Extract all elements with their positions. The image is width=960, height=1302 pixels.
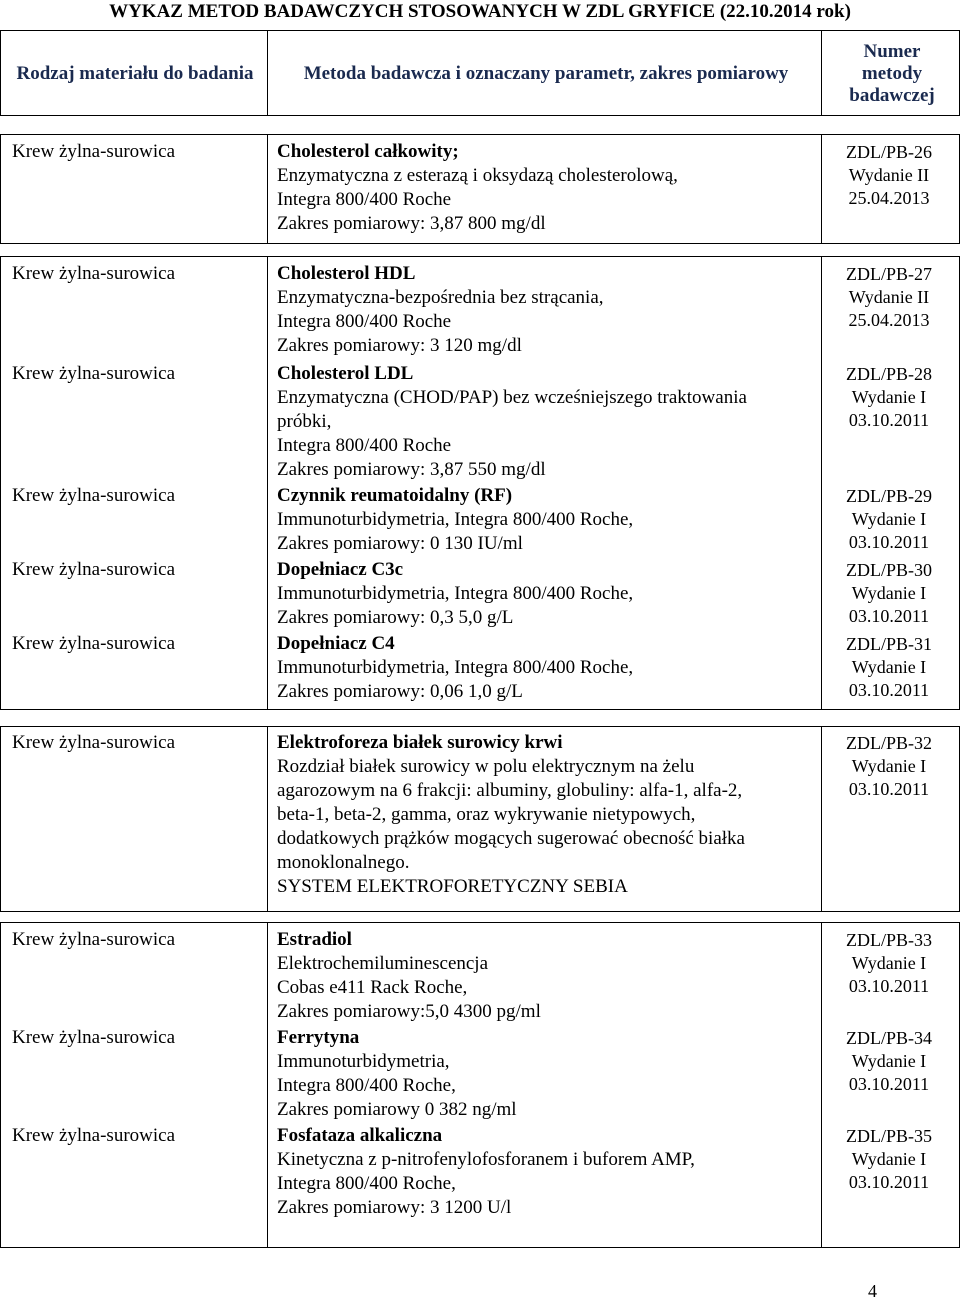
method-number: ZDL/PB-34 [845,1028,932,1048]
material-cell: Krew żylna-surowica [12,732,176,753]
header-number: Numer metody badawczej [849,41,935,106]
method-detail-line: Zakres pomiarowy: 0,3 5,0 g/L [277,607,514,628]
method-edition: Wydanie I [851,583,927,603]
method-name: Estradiol [277,929,352,950]
material-cell: Krew żylna-surowica [12,141,176,162]
method-date: 03.10.2011 [848,410,930,430]
method-number: ZDL/PB-26 [845,142,932,162]
method-number: ZDL/PB-30 [845,560,932,580]
method-name: Cholesterol HDL [277,263,416,284]
method-name: Czynnik reumatoidalny (RF) [277,485,513,506]
method-detail-line: Integra 800/400 Roche, [277,1173,456,1194]
method-edition: Wydanie I [851,1051,927,1071]
method-detail-line: Kinetyczna z p-nitrofenylofosforanem i buforem AMP, [277,1149,695,1170]
method-detail-line: SYSTEM ELEKTROFORETYCZNY SEBIA [277,876,628,897]
method-detail-line: monoklonalnego. [277,852,410,873]
header-method: Metoda badawcza i oznaczany parametr, zakres pomiarowy [303,63,789,84]
method-date: 25.04.2013 [848,188,930,208]
method-edition: Wydanie II [848,287,930,307]
method-number: ZDL/PB-33 [845,930,932,950]
method-detail-line: Zakres pomiarowy: 0,06 1,0 g/L [277,681,523,702]
method-detail-line: Immunoturbidymetria, Integra 800/400 Roche, [277,583,634,604]
method-detail-line: Enzymatyczna (CHOD/PAP) bez wcześniejszego traktowania [277,387,747,408]
method-detail-line: Zakres pomiarowy: 0 130 IU/ml [277,533,523,554]
method-name: Cholesterol całkowity; [277,141,459,162]
method-detail-line: Zakres pomiarowy:5,0 4300 pg/ml [277,1001,541,1022]
table-header [0,30,960,116]
method-detail-line: Integra 800/400 Roche, [277,1075,456,1096]
method-detail-line: Integra 800/400 Roche [277,311,452,332]
method-edition: Wydanie I [851,1149,927,1169]
method-edition: Wydanie I [851,387,927,407]
method-name: Ferrytyna [277,1027,360,1048]
method-detail-line: Integra 800/400 Roche [277,189,452,210]
method-number: ZDL/PB-27 [845,264,932,284]
method-detail-line: Zakres pomiarowy 0 382 ng/ml [277,1099,517,1120]
method-number: ZDL/PB-35 [845,1126,932,1146]
method-detail-line: Immunoturbidymetria, [277,1051,450,1072]
method-name: Elektroforeza białek surowicy krwi [277,732,563,753]
header-material: Rodzaj materiału do badania [16,63,254,84]
method-detail-line: Integra 800/400 Roche [277,435,452,456]
method-number: ZDL/PB-29 [845,486,932,506]
method-name: Cholesterol LDL [277,363,414,384]
method-detail-line: Zakres pomiarowy: 3 120 mg/dl [277,335,522,356]
material-cell: Krew żylna-surowica [12,363,176,384]
method-detail-line: Enzymatyczna z esterazą i oksydazą cholesterolową, [277,165,678,186]
method-detail-line: Enzymatyczna-bezpośrednia bez strącania, [277,287,604,308]
method-detail-line: Rozdział białek surowicy w polu elektrycznym na żelu [277,756,695,777]
material-cell: Krew żylna-surowica [12,559,176,580]
method-edition: Wydanie II [848,165,930,185]
page-number: 4 [868,1281,877,1301]
method-detail-line: Zakres pomiarowy: 3 1200 U/l [277,1197,512,1218]
material-cell: Krew żylna-surowica [12,1027,176,1048]
material-cell: Krew żylna-surowica [12,633,176,654]
method-name: Dopełniacz C3c [277,559,404,580]
method-detail-line: Cobas e411 Rack Roche, [277,977,468,998]
method-detail-line: agarozowym na 6 frakcji: albuminy, globuliny: alfa-1, alfa-2, [277,780,743,801]
material-cell: Krew żylna-surowica [12,485,176,506]
material-cell: Krew żylna-surowica [12,929,176,950]
method-detail-line: beta-1, beta-2, gamma, oraz wykrywanie nietypowych, [277,804,696,825]
method-number: ZDL/PB-32 [845,733,932,753]
document-title: WYKAZ METOD BADAWCZYCH STOSOWANYCH W ZDL GRYFICE (22.10.2014 rok) [109,1,851,22]
method-detail-line: próbki, [277,411,332,432]
material-cell: Krew żylna-surowica [12,1125,176,1146]
method-number: ZDL/PB-31 [845,634,932,654]
method-name: Fosfataza alkaliczna [277,1125,443,1146]
method-date: 03.10.2011 [848,976,930,996]
method-detail-line: Zakres pomiarowy: 3,87 800 mg/dl [277,213,546,234]
method-detail-line: dodatkowych prążków mogących sugerować obecność białka [277,828,745,849]
method-detail-line: Immunoturbidymetria, Integra 800/400 Roche, [277,657,634,678]
method-detail-line: Elektrochemiluminescencja [277,953,489,974]
method-date: 03.10.2011 [848,779,930,799]
method-edition: Wydanie I [851,509,927,529]
method-detail-line: Zakres pomiarowy: 3,87 550 mg/dl [277,459,546,480]
material-cell: Krew żylna-surowica [12,263,176,284]
method-date: 25.04.2013 [848,310,930,330]
method-edition: Wydanie I [851,657,927,677]
method-date: 03.10.2011 [848,1172,930,1192]
method-number: ZDL/PB-28 [845,364,932,384]
method-date: 03.10.2011 [848,1074,930,1094]
method-edition: Wydanie I [851,756,927,776]
method-date: 03.10.2011 [848,680,930,700]
method-detail-line: Immunoturbidymetria, Integra 800/400 Roche, [277,509,634,530]
method-date: 03.10.2011 [848,606,930,626]
method-edition: Wydanie I [851,953,927,973]
method-date: 03.10.2011 [848,532,930,552]
method-name: Dopełniacz C4 [277,633,395,654]
